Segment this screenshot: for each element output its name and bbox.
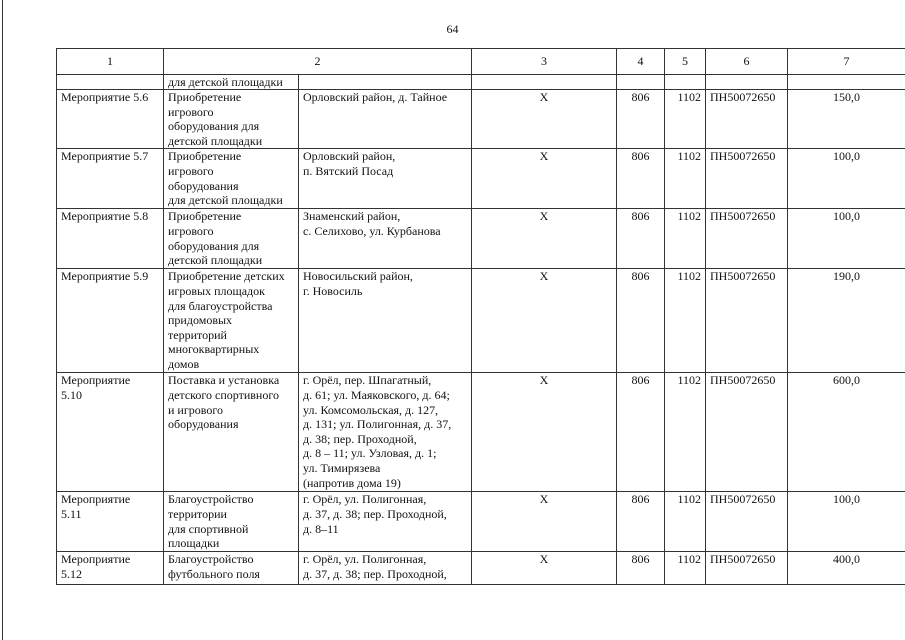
col4-cell: 806 [617,552,665,585]
measures-table [56,48,905,585]
col4-cell: 806 [617,149,665,209]
amount-cell: 100,0 [788,149,905,209]
col6-cell: ПН50072650 [706,209,788,269]
measure-name-cell: Приобретение детских игровых площадок для благоустройства придомовых территорий многоквартирных домов [164,269,299,373]
measure-location-cell: г. Орёл, пер. Шпагатный, д. 61; ул. Маяковского, д. 64; ул. Комсомольская, д. 127, д. 131; ул. Полигонная, д. 37, д. 38; пер. Проходной, д. 8 – 11; ул. Узловая, д. 1; ул. Тимирязева (напротив дома 19) [299,373,472,492]
header-cell-2: 2 [164,49,472,75]
measure-id-cell: Мероприятие 5.7 [57,149,164,209]
table-row [57,492,905,552]
continuation-col6-cell [706,75,788,90]
col3-cell: Х [472,492,617,552]
measure-location-cell: г. Орёл, ул. Полигонная, д. 37, д. 38; пер. Проходной, д. 8–11 [299,492,472,552]
col4-cell: 806 [617,90,665,149]
measure-id-cell: Мероприятие 5.12 [57,552,164,585]
continuation-id-cell [57,75,164,90]
measure-name-cell: Поставка и установка детского спортивного и игрового оборудования [164,373,299,492]
continuation-col7-cell [788,75,905,90]
table-row [57,90,905,149]
col4-cell: 806 [617,492,665,552]
table-body [57,49,905,585]
measure-id-cell: Мероприятие 5.11 [57,492,164,552]
col3-cell: Х [472,552,617,585]
col4-cell: 806 [617,209,665,269]
measure-location-cell: Орловский район, п. Вятский Посад [299,149,472,209]
col5-cell: 1102 [665,373,706,492]
col5-cell: 1102 [665,269,706,373]
continuation-col3-cell [472,75,617,90]
header-cell-6: 6 [706,49,788,75]
col4-cell: 806 [617,269,665,373]
table-row [57,209,905,269]
col5-cell: 1102 [665,492,706,552]
header-cell-1: 1 [57,49,164,75]
col6-cell: ПН50072650 [706,269,788,373]
header-cell-4: 4 [617,49,665,75]
header-cell-7: 7 [788,49,905,75]
col5-cell: 1102 [665,90,706,149]
measure-id-cell: Мероприятие 5.6 [57,90,164,149]
col6-cell: ПН50072650 [706,492,788,552]
measure-location-cell: г. Орёл, ул. Полигонная, д. 37, д. 38; пер. Проходной, [299,552,472,585]
header-row [57,49,905,75]
col5-cell: 1102 [665,149,706,209]
table-row [57,552,905,585]
continuation-row [57,75,905,90]
col6-cell: ПН50072650 [706,90,788,149]
measure-name-cell: Приобретение игрового оборудования для детской площадки [164,209,299,269]
table-row [57,149,905,209]
table-row [57,269,905,373]
measure-id-cell: Мероприятие 5.8 [57,209,164,269]
col5-cell: 1102 [665,209,706,269]
page-edge-line [2,0,3,640]
measure-id-cell: Мероприятие 5.9 [57,269,164,373]
col3-cell: Х [472,149,617,209]
measure-location-cell: Знаменский район, с. Селихово, ул. Курбанова [299,209,472,269]
continuation-location-cell [299,75,472,90]
amount-cell: 400,0 [788,552,905,585]
amount-cell: 100,0 [788,209,905,269]
col3-cell: Х [472,90,617,149]
col3-cell: Х [472,269,617,373]
col3-cell: Х [472,373,617,492]
col5-cell: 1102 [665,552,706,585]
measure-name-cell: Приобретение игрового оборудования для детской площадки [164,90,299,149]
col6-cell: ПН50072650 [706,552,788,585]
col6-cell: ПН50072650 [706,149,788,209]
measure-location-cell: Орловский район, д. Тайное [299,90,472,149]
measure-name-cell: Благоустройство территории для спортивной площадки [164,492,299,552]
continuation-col5-cell [665,75,706,90]
header-cell-5: 5 [665,49,706,75]
amount-cell: 600,0 [788,373,905,492]
amount-cell: 100,0 [788,492,905,552]
table-row [57,373,905,492]
amount-cell: 150,0 [788,90,905,149]
col6-cell: ПН50072650 [706,373,788,492]
measure-name-cell: Благоустройство футбольного поля [164,552,299,585]
measure-name-cell: Приобретение игрового оборудования для детской площадки [164,149,299,209]
measure-id-cell: Мероприятие 5.10 [57,373,164,492]
col3-cell: Х [472,209,617,269]
amount-cell: 190,0 [788,269,905,373]
continuation-name-cell: для детской площадки [164,75,299,90]
header-cell-3: 3 [472,49,617,75]
continuation-col4-cell [617,75,665,90]
col4-cell: 806 [617,373,665,492]
measure-location-cell: Новосильский район, г. Новосиль [299,269,472,373]
page-number: 64 [446,22,459,36]
